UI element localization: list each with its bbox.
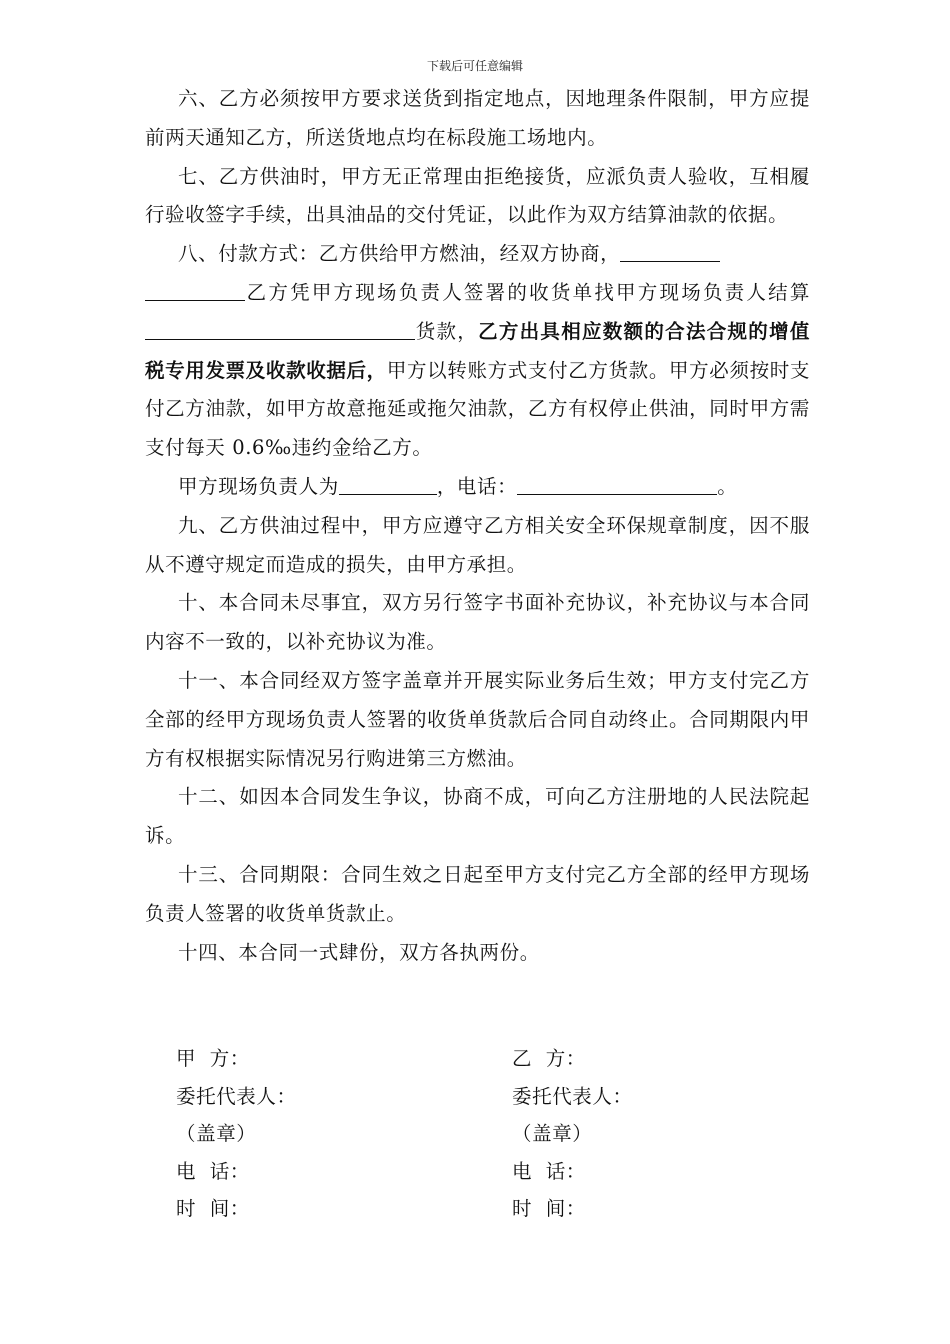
site-contact-label: 甲方现场负责人为: [178, 474, 339, 498]
signature-rep-row: [176, 1078, 816, 1116]
clause-seven: 七、乙方供油时，甲方无正常理由拒绝接货，应派负责人验收，互相履行验收签字手续，出具油品的交付凭证，以此作为双方结算油款的依据。: [145, 164, 810, 227]
rep-a-label: 委托代表人：: [176, 1084, 297, 1108]
party-b-label: 乙 方：: [512, 1047, 586, 1070]
site-contact-line: [145, 468, 810, 507]
clause-eight-intro: 八、付款方式：乙方供给甲方燃油，经双方协商，: [178, 242, 621, 266]
seal-a-label: （盖章）: [176, 1122, 257, 1145]
phone-a-label: 电 话：: [176, 1159, 250, 1183]
clause-twelve: 十二、如因本合同发生争议，协商不成，可向乙方注册地的人民法院起诉。: [145, 785, 810, 848]
clause-eight-invoice-bold: 乙方出具相应数额的合法合规的增值税专用发票及收款收据后，: [145, 319, 810, 382]
seal-b-label: （盖章）: [512, 1122, 593, 1145]
contract-body: [145, 80, 810, 972]
clause-thirteen: 十三、合同期限：合同生效之日起至甲方支付完乙方全部的经甲方现场负责人签署的收货单货款止。: [145, 862, 810, 925]
blank-negotiation-2[interactable]: [145, 278, 245, 301]
party-a-label: 甲 方：: [176, 1047, 250, 1070]
blank-settlement[interactable]: [145, 317, 415, 340]
clause-eight-terms: 甲方以转账方式支付乙方货款。甲方必须按时支付乙方油款，如甲方故意拖延或拖欠油款，乙方有权停止供油，同时甲方需支付每天 0.6‰违约金给乙方。: [145, 358, 810, 460]
clause-fourteen: 十四、本合同一式肆份，双方各执两份。: [178, 940, 540, 964]
signature-phone-row: [176, 1153, 816, 1191]
time-b-label: 时 间：: [512, 1197, 586, 1220]
phone-b-label: 电 话：: [512, 1159, 586, 1183]
clause-eight: [145, 235, 810, 468]
blank-negotiation-1[interactable]: [620, 239, 720, 262]
signature-party-row: [176, 1040, 816, 1078]
clause-eight-settlement: 乙方凭甲方现场负责人签署的收货单找甲方现场负责人结算: [245, 280, 810, 304]
clause-nine: 九、乙方供油过程中，甲方应遵守乙方相关安全环保规章制度，因不服从不遵守规定而造成的损失，由甲方承担。: [145, 513, 810, 576]
time-a-label: 时 间：: [176, 1197, 250, 1220]
site-manager-blank[interactable]: [339, 472, 437, 495]
signature-seal-row: [176, 1115, 816, 1153]
clause-six: 六、乙方必须按甲方要求送货到指定地点，因地理条件限制，甲方应提前两天通知乙方，所送货地点均在标段施工场地内。: [145, 87, 810, 149]
clause-eight-payment: 货款，: [415, 319, 479, 343]
rep-b-label: 委托代表人：: [512, 1084, 633, 1108]
phone-label: ，电话：: [436, 474, 518, 498]
page-header: 下载后可任意编辑: [426, 59, 523, 73]
clause-eleven: 十一、本合同经双方签字盖章并开展实际业务后生效；甲方支付完乙方全部的经甲方现场负责人签署的收货单货款后合同自动终止。合同期限内甲方有权根据实际情况另行购进第三方燃油。: [145, 668, 810, 770]
clause-ten: 十、本合同未尽事宜，双方另行签字书面补充协议，补充协议与本合同内容不一致的，以补充协议为准。: [145, 591, 810, 654]
signature-block: [176, 1040, 816, 1228]
signature-time-row: [176, 1190, 816, 1228]
phone-blank[interactable]: [517, 472, 717, 495]
period-mark: 。: [717, 474, 738, 498]
